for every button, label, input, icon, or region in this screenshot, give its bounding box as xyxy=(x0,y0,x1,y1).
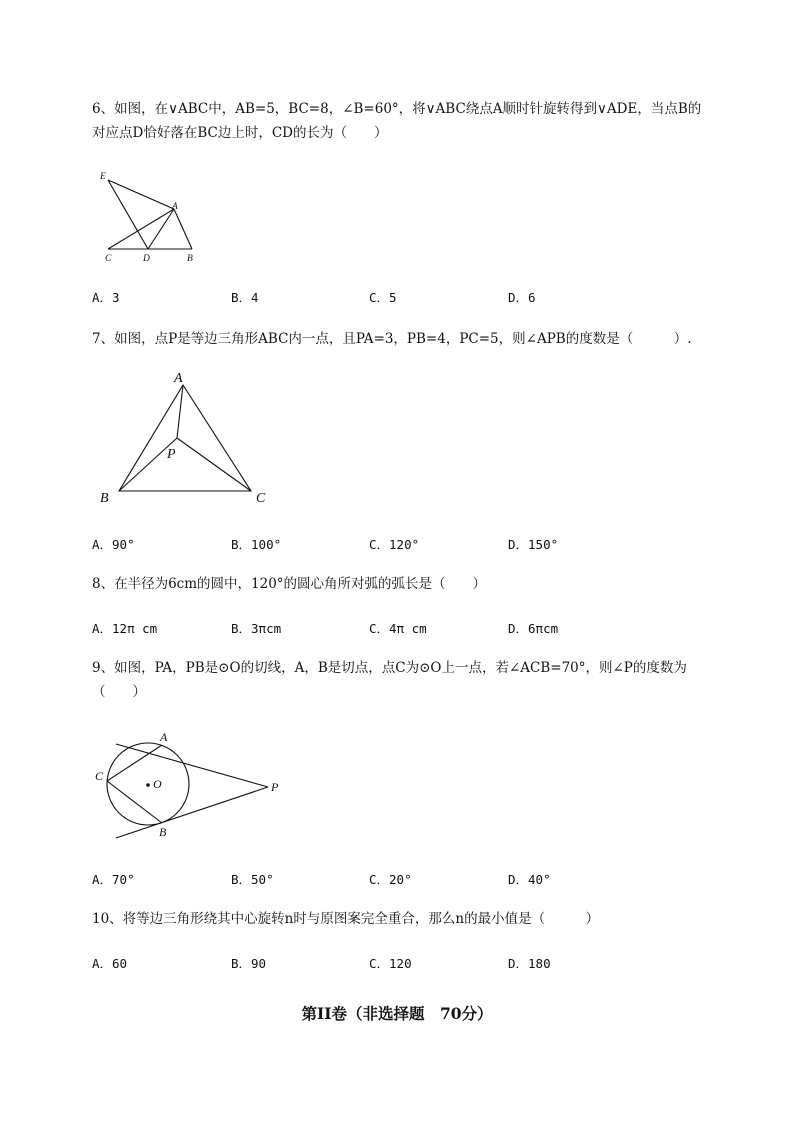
q9-option-b[interactable]: B．50° xyxy=(231,872,274,887)
section-heading: 第II卷（非选择题 70分） xyxy=(301,1004,493,1023)
fig6-label-B: B xyxy=(187,254,193,264)
q7-option-a[interactable]: A．90° xyxy=(92,537,135,552)
question-10-text xyxy=(92,907,742,931)
question-7-text xyxy=(92,327,742,351)
fig7-label-C: C xyxy=(256,491,266,506)
question-9-line-2: （ ） xyxy=(92,684,146,700)
question-6-line-2: 对应点D恰好落在BC边上时，CD的长为（ ） xyxy=(92,125,388,141)
fig7-label-A: A xyxy=(174,371,183,386)
q9-option-c[interactable]: C．20° xyxy=(369,872,412,887)
question-9-figure xyxy=(92,725,292,845)
q8-option-d[interactable]: D．6πcm xyxy=(508,621,559,636)
q7-option-c[interactable]: C．120° xyxy=(369,537,420,552)
question-8-options xyxy=(92,619,652,639)
fig9-label-O: O xyxy=(153,777,162,791)
question-7-options xyxy=(92,535,652,555)
fig6-label-A: A xyxy=(172,202,178,212)
question-9-line-1: 9、如图，PA，PB是⊙O的切线，A，B是切点，点C为⊙O上一点，若∠ACB=70°，则∠P的度数为 xyxy=(92,660,687,676)
question-7-figure xyxy=(92,365,282,510)
fig9-label-C: C xyxy=(95,769,104,783)
fig6-label-E: E xyxy=(100,172,106,182)
question-8-line-1: 8、在半径为6cm的圆中，120°的圆心角所对弧的弧长是（ ） xyxy=(92,576,487,592)
question-6-line-1: 6、如图，在∨ABC中，AB=5，BC=8，∠B=60°，将∨ABC绕点A顺时针旋转得到∨ADE，当点B的 xyxy=(92,101,702,117)
question-6-figure xyxy=(96,168,206,268)
fig9-label-A: A xyxy=(160,730,168,744)
fig6-label-C: C xyxy=(105,254,112,264)
q6-option-a[interactable]: A．3 xyxy=(92,290,120,305)
q6-option-d[interactable]: D．6 xyxy=(508,290,536,305)
q9-option-d[interactable]: D．40° xyxy=(508,872,551,887)
q8-option-a[interactable]: A．12π cm xyxy=(92,621,158,636)
question-8-text xyxy=(92,572,742,596)
fig9-label-P: P xyxy=(271,780,279,794)
q6-option-c[interactable]: C．5 xyxy=(369,290,397,305)
q8-option-b[interactable]: B．3πcm xyxy=(231,621,282,636)
q8-option-c[interactable]: C．4π cm xyxy=(369,621,427,636)
q7-option-d[interactable]: D．150° xyxy=(508,537,559,552)
fig7-label-P: P xyxy=(167,447,176,462)
q7-option-b[interactable]: B．100° xyxy=(231,537,282,552)
q10-option-d[interactable]: D．180 xyxy=(508,956,551,971)
fig9-label-B: B xyxy=(159,825,167,839)
question-9-text xyxy=(92,656,742,704)
q10-option-c[interactable]: C．120 xyxy=(369,956,412,971)
q6-option-b[interactable]: B．4 xyxy=(231,290,259,305)
question-10-line-1: 10、将等边三角形绕其中心旋转n时与原图案完全重合，那么n的最小值是（ ） xyxy=(92,911,600,927)
fig6-label-D: D xyxy=(143,254,150,264)
question-6-text xyxy=(92,97,742,145)
q10-option-b[interactable]: B．90 xyxy=(231,956,267,971)
fig7-label-B: B xyxy=(100,491,109,506)
q10-option-a[interactable]: A．60 xyxy=(92,956,128,971)
question-7-line-1: 7、如图，点P是等边三角形ABC内一点，且PA=3，PB=4，PC=5，则∠APB的度数是（ ）. xyxy=(92,331,692,347)
question-6-options xyxy=(92,288,652,308)
q9-option-a[interactable]: A．70° xyxy=(92,872,135,887)
question-10-options xyxy=(92,954,652,974)
question-9-options xyxy=(92,870,652,890)
